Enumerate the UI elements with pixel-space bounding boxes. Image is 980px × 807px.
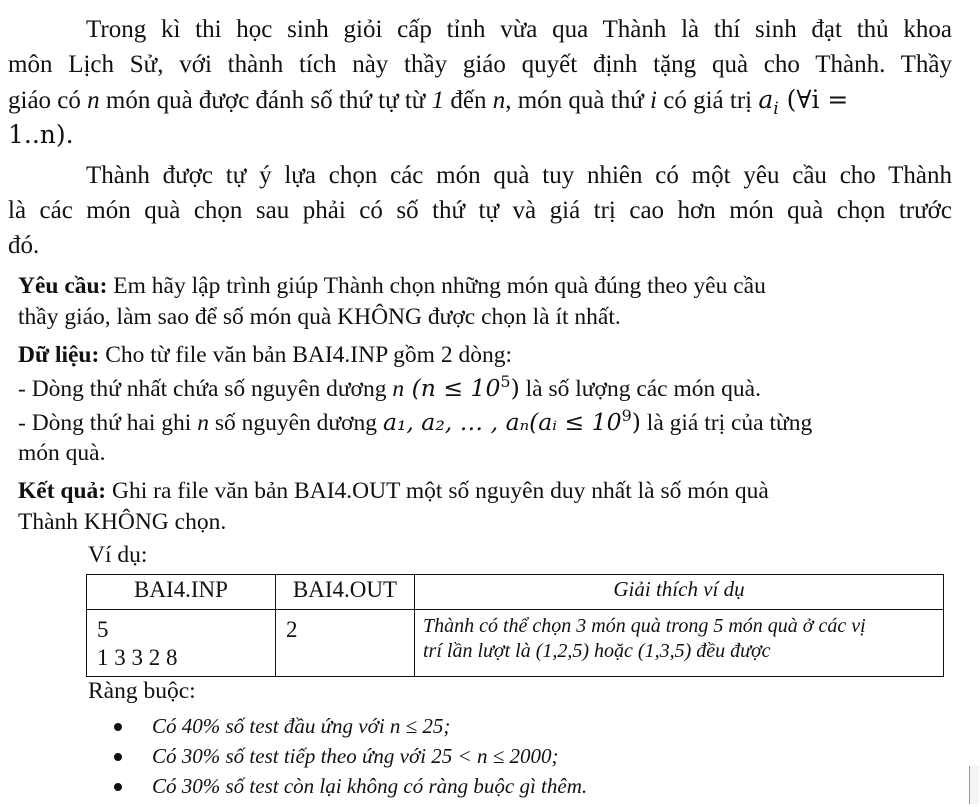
bullet-dot-icon (114, 723, 122, 731)
example-table (86, 574, 944, 677)
data-line2-sup: 9 (621, 406, 632, 426)
bullet-dot-icon (114, 783, 122, 791)
data-line1-sup: 5 (500, 372, 511, 392)
intro-text-3b: món quà được đánh số thứ tự từ (99, 87, 432, 114)
list-item (114, 773, 587, 803)
example-table-row (87, 610, 944, 677)
example-label: Ví dụ: (88, 542, 148, 568)
constraint-text-3: Có 30% số test còn lại không có ràng buộc gì thêm. (152, 774, 588, 798)
header-inp: BAI4.INP (87, 575, 276, 610)
result-line-2: Thành KHÔNG chọn. (18, 509, 227, 535)
para2-text-1: Thành được tự ý lựa chọn các món quà tuy nhiên có một yêu cầu cho Thành (86, 162, 952, 189)
math-a: a (758, 85, 774, 114)
constraint-text-2: Có 30% số test tiếp theo ứng với 25 < n ≤ 2000; (152, 744, 559, 768)
var-n: n (87, 87, 100, 114)
data-line2-n: n (197, 410, 209, 436)
var-i: i (650, 87, 657, 114)
requirement-label: Yêu cầu: (18, 273, 108, 299)
math-a-sub: i (773, 99, 779, 119)
data-line1-close: ) (510, 374, 520, 402)
list-item (114, 743, 587, 773)
bullet-dot-icon (114, 753, 122, 761)
list-item (114, 713, 587, 743)
cell-inp-line-2: 1 3 3 2 8 (97, 645, 178, 670)
cell-explanation (415, 610, 944, 677)
example-table-header-row (87, 575, 944, 610)
intro-line-4: 1..n). (8, 120, 74, 149)
header-out: BAI4.OUT (276, 575, 415, 610)
header-explanation: Giải thích ví dụ (415, 575, 944, 610)
result-line-1 (18, 477, 769, 506)
data-line-1 (18, 374, 761, 404)
data-line2-close: ) (631, 408, 641, 436)
intro-text-3e: có giá trị (656, 87, 759, 114)
cell-expl-line-1: Thành có thể chọn 3 món quà trong 5 món quà ở các vị (423, 615, 866, 637)
data-line1-a: - Dòng thứ nhất chứa số nguyên dương (18, 376, 393, 402)
para2-line-2 (8, 195, 952, 226)
para2-line-1 (86, 160, 952, 191)
data-line1-math: (n ≤ 10 (404, 374, 501, 402)
data-text: Cho từ file văn bản BAI4.INP gồm 2 dòng: (99, 342, 512, 368)
num-1: 1 (431, 87, 445, 114)
data-line-3: món quà. (18, 440, 106, 466)
intro-line-3 (8, 84, 952, 119)
intro-text-3d: , món quà thứ (505, 87, 651, 114)
cell-out (276, 610, 415, 677)
intro-text-3a: giáo có (8, 87, 88, 114)
data-line2-math: a₁, a₂, … , aₙ(aᵢ ≤ 10 (382, 408, 622, 436)
var-n-2: n (492, 87, 506, 114)
data-line-2 (18, 408, 812, 438)
constraints-label: Ràng buộc: (88, 678, 196, 704)
cell-expl-line-2: trí lần lượt là (1,2,5) hoặc (1,3,5) đều được (423, 640, 771, 662)
data-line2-a: - Dòng thứ hai ghi (18, 410, 198, 436)
data-label: Dữ liệu: (18, 342, 100, 368)
para2-text-2: là các món quà chọn sau phải có số thứ tự và giá trị cao hơn món quà chọn trước (8, 197, 952, 224)
data-line-title (18, 341, 512, 370)
data-line2-b: số nguyên dương (208, 410, 383, 436)
intro-line-2 (8, 49, 952, 80)
result-text-1: Ghi ra file văn bản BAI4.OUT một số nguyên duy nhất là số món quà (106, 478, 769, 504)
para2-line-3: đó. (8, 232, 40, 259)
cell-inp (87, 610, 276, 677)
cell-out-value: 2 (286, 617, 298, 642)
cell-inp-line-1: 5 (97, 617, 109, 642)
intro-text-3c: đến (444, 87, 493, 114)
data-line1-n: n (392, 376, 405, 402)
intro-line-1 (86, 14, 952, 45)
requirement-line-2: thầy giáo, làm sao để số món quà KHÔNG được chọn là ít nhất. (18, 304, 621, 330)
constraints-list (114, 713, 587, 803)
result-label: Kết quả: (18, 478, 107, 504)
data-line2-c: là giá trị của từng (640, 410, 813, 436)
requirement-line-1 (18, 272, 766, 301)
data-line1-b: là số lượng các món quà. (519, 376, 761, 402)
scrollbar-stub[interactable] (969, 766, 979, 804)
intro-text-2: môn Lịch Sử, với thành tích này thầy giáo quyết định tặng quà cho Thành. Thầy (8, 51, 952, 78)
constraint-text-1: Có 40% số test đầu ứng với n ≤ 25; (152, 714, 451, 738)
requirement-text-1: Em hãy lập trình giúp Thành chọn những món quà đúng theo yêu cầu (107, 273, 766, 299)
intro-text-1: Trong kì thi học sinh giỏi cấp tỉnh vừa qua Thành là thí sinh đạt thủ khoa (86, 16, 952, 43)
math-forall: (∀i = (778, 85, 849, 114)
